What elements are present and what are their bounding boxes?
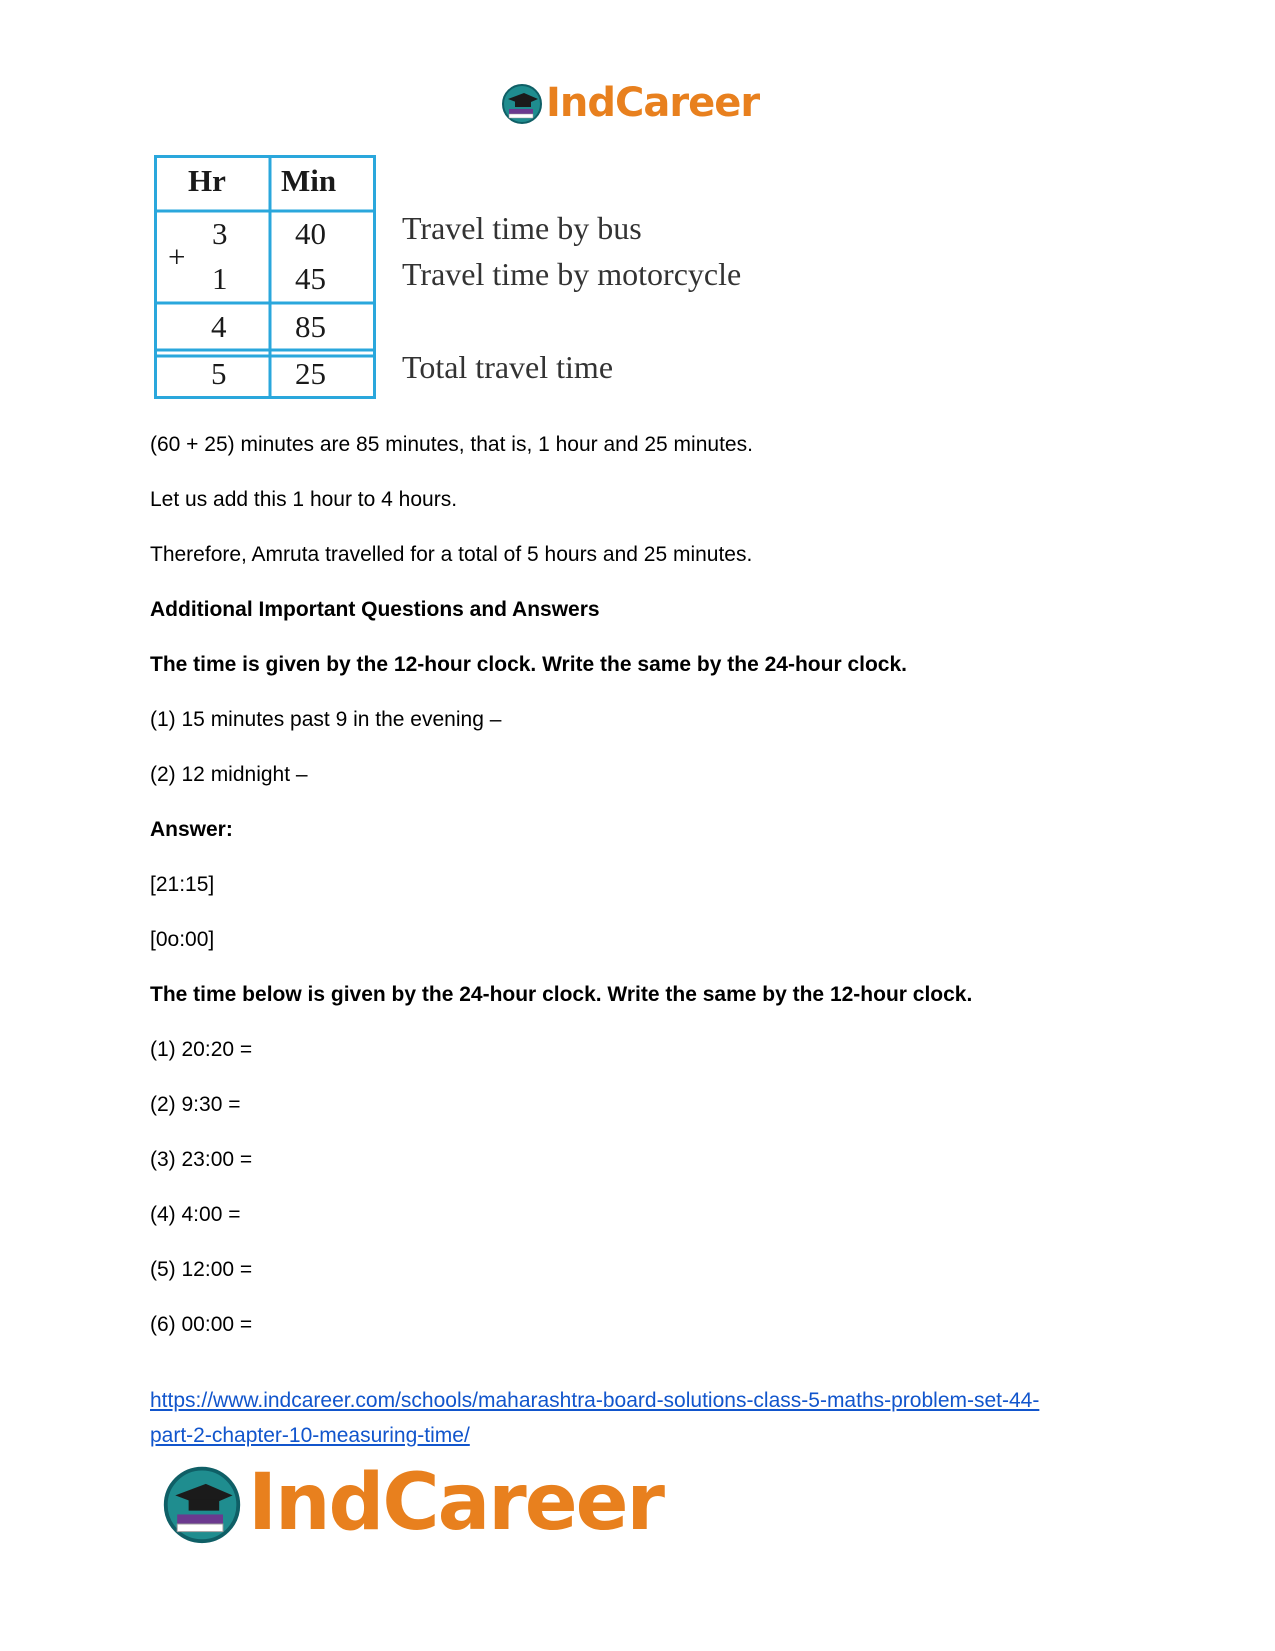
header-min: Min — [281, 163, 337, 198]
answer-label: Answer: — [150, 818, 233, 841]
time-addition-table — [154, 155, 376, 399]
question-1-item: (2) 12 midnight – — [150, 763, 308, 786]
bus-min: 40 — [295, 216, 326, 251]
label-bus: Travel time by bus — [402, 210, 642, 246]
sum-hr: 4 — [211, 309, 227, 344]
graduation-cap-icon — [160, 1461, 244, 1545]
header-hr: Hr — [188, 163, 226, 198]
question-2-item: (1) 20:20 = — [150, 1038, 253, 1061]
motorcycle-hr: 1 — [212, 261, 228, 296]
question-2-item: (2) 9:30 = — [150, 1093, 241, 1116]
plus-operator: + — [168, 239, 186, 274]
graduation-cap-icon — [500, 81, 544, 125]
header-logo — [500, 78, 759, 128]
source-link-line-2[interactable]: part-2-chapter-10-measuring-time/ — [150, 1424, 470, 1447]
section-heading: Additional Important Questions and Answers — [150, 598, 600, 621]
motorcycle-min: 45 — [295, 261, 326, 296]
answer-item: [0o:00] — [150, 928, 215, 951]
source-link-line-1[interactable]: https://www.indcareer.com/schools/maharashtra-board-solutions-class-5-maths-problem-set-44- — [150, 1389, 1040, 1412]
total-hr: 5 — [211, 356, 227, 391]
question-2-heading: The time below is given by the 24-hour clock. Write the same by the 12-hour clock. — [150, 983, 973, 1006]
logo-wordmark: IndCareer — [546, 80, 760, 126]
answer-item: [21:15] — [150, 873, 215, 896]
question-2-item: (4) 4:00 = — [150, 1203, 241, 1226]
question-1-heading: The time is given by the 12-hour clock. Write the same by the 24-hour clock. — [150, 653, 907, 676]
label-total: Total travel time — [402, 349, 614, 385]
label-motorcycle: Travel time by motorcycle — [402, 256, 742, 292]
source-link[interactable] — [150, 1383, 1039, 1453]
footer-logo — [160, 1458, 663, 1548]
explanation-paragraph-2: Let us add this 1 hour to 4 hours. — [150, 488, 458, 511]
bus-hr: 3 — [212, 216, 228, 251]
sum-min: 85 — [295, 309, 326, 344]
explanation-paragraph-3: Therefore, Amruta travelled for a total of 5 hours and 25 minutes. — [150, 543, 753, 566]
total-min: 25 — [295, 356, 326, 391]
question-2-item: (5) 12:00 = — [150, 1258, 253, 1281]
question-1-item: (1) 15 minutes past 9 in the evening – — [150, 708, 502, 731]
question-2-item: (6) 00:00 = — [150, 1313, 253, 1336]
question-2-item: (3) 23:00 = — [150, 1148, 253, 1171]
explanation-paragraph-1: (60 + 25) minutes are 85 minutes, that is, 1 hour and 25 minutes. — [150, 433, 753, 456]
logo-wordmark: IndCareer — [248, 1458, 663, 1548]
